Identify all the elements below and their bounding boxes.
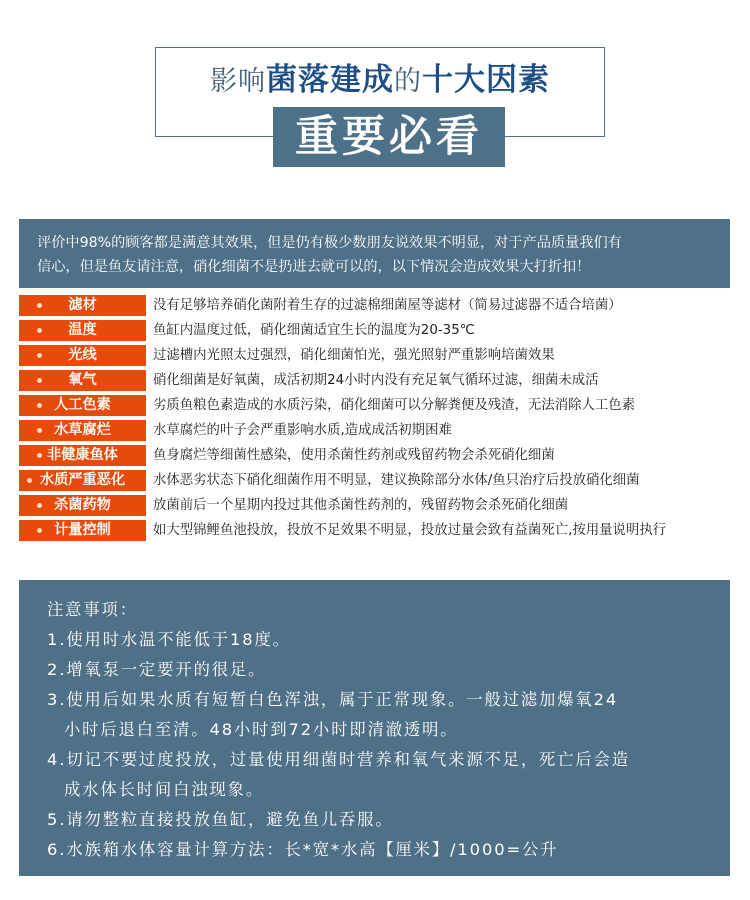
bullet-dot-icon xyxy=(37,528,42,533)
bullet-dot-icon xyxy=(37,453,42,458)
factor-row xyxy=(19,470,730,491)
factor-description: 放菌前后一个星期内投过其他杀菌性药剂的，残留药物会杀死硝化细菌 xyxy=(153,498,569,513)
bullet-dot-icon xyxy=(37,328,42,333)
title-suffix: 十大因素 xyxy=(422,62,550,98)
factor-tag xyxy=(19,445,146,466)
factor-row xyxy=(19,495,730,516)
factor-tag-label: 滤材 xyxy=(68,297,97,313)
factor-row xyxy=(19,520,730,541)
bullet-dot-icon xyxy=(37,403,42,408)
factor-row xyxy=(19,420,730,441)
factor-tag xyxy=(19,520,146,541)
factor-tag xyxy=(19,495,146,516)
factor-tag xyxy=(19,395,146,416)
note-line: 小时后退白至清。48小时到72小时即清澈透明。 xyxy=(64,720,459,739)
bullet-dot-icon xyxy=(27,478,32,483)
bullet-dot-icon xyxy=(37,303,42,308)
factor-description: 过滤槽内光照太过强烈，硝化细菌怕光，强光照射严重影响培菌效果 xyxy=(153,348,555,363)
factor-row xyxy=(19,295,730,316)
intro-line: 评价中98%的顾客都是满意其效果，但是仍有极少数朋友说效果不明显，对于产品质量我们有 xyxy=(37,235,622,251)
factor-tag-label: 氧气 xyxy=(68,372,97,388)
factor-tag-label: 水草腐烂 xyxy=(54,422,111,438)
factor-description: 鱼身腐烂等细菌性感染，使用杀菌性药剂或残留药物会杀死硝化细菌 xyxy=(153,448,555,463)
factor-tag-label: 杀菌药物 xyxy=(54,497,111,513)
factor-description: 劣质鱼粮色素造成的水质污染，硝化细菌可以分解粪便及残渣，无法消除人工色素 xyxy=(153,398,636,413)
factor-tag-label: 水质严重恶化 xyxy=(39,472,126,488)
factor-description: 如大型锦鲤鱼池投放，投放不足效果不明显，投放过量会致有益菌死亡,按用量说明执行 xyxy=(153,523,667,538)
note-line: 4.切记不要过度投放，过量使用细菌时营养和氧气来源不足，死亡后会造 xyxy=(47,750,630,769)
intro-banner xyxy=(19,219,730,288)
note-line: 6.水族箱水体容量计算方法：长*宽*水高【厘米】/1000=公升 xyxy=(47,840,559,859)
factor-tag xyxy=(19,320,146,341)
bullet-dot-icon xyxy=(37,353,42,358)
note-line: 1.使用时水温不能低于18度。 xyxy=(47,630,291,649)
bullet-dot-icon xyxy=(37,428,42,433)
notes-panel xyxy=(19,580,730,876)
factor-tag-label: 非健康鱼体 xyxy=(47,447,118,463)
factor-tag xyxy=(19,470,146,491)
note-line: 3.使用后如果水质有短暂白色浑浊，属于正常现象。一般过滤加爆氧24 xyxy=(47,690,619,709)
note-line: 2.增氧泵一定要开的很足。 xyxy=(47,660,267,679)
bullet-dot-icon xyxy=(37,378,42,383)
factor-tag-label: 人工色素 xyxy=(54,397,111,413)
title-prefix: 影响 xyxy=(210,66,266,97)
factor-tag xyxy=(19,345,146,366)
factor-description: 水草腐烂的叶子会严重影响水质,造成成活初期困难 xyxy=(153,423,452,438)
note-line: 5.请勿整粒直接投放鱼缸，避免鱼儿吞服。 xyxy=(47,810,394,829)
factor-description: 没有足够培养硝化菌附着生存的过滤棉细菌屋等滤材（简易过滤器不适合培菌） xyxy=(153,298,622,313)
factor-tag xyxy=(19,420,146,441)
factor-row xyxy=(19,445,730,466)
note-line: 成水体长时间白浊现象。 xyxy=(64,780,264,799)
notes-title: 注意事项： xyxy=(47,600,138,619)
factor-row xyxy=(19,345,730,366)
title-emphasis: 菌落建成 xyxy=(266,62,394,98)
factor-description: 硝化细菌是好氧菌，成活初期24小时内没有充足氧气循环过滤，细菌未成活 xyxy=(153,373,599,388)
factor-tag-label: 光线 xyxy=(68,347,97,363)
must-read-badge: 重要必看 xyxy=(273,107,505,167)
main-title xyxy=(156,60,604,102)
factor-description: 鱼缸内温度过低，硝化细菌适宜生长的温度为20-35℃ xyxy=(153,323,475,338)
factor-tag-label: 计量控制 xyxy=(54,522,111,538)
factor-tag xyxy=(19,370,146,391)
factor-row xyxy=(19,370,730,391)
factor-row xyxy=(19,395,730,416)
factor-tag-label: 温度 xyxy=(68,322,97,338)
intro-line: 信心，但是鱼友请注意，硝化细菌不是扔进去就可以的，以下情况会造成效果大打折扣！ xyxy=(37,259,591,275)
factor-description: 水体恶劣状态下硝化细菌作用不明显，建议换除部分水体/鱼只治疗后投放硝化细菌 xyxy=(153,473,640,488)
factor-row xyxy=(19,320,730,341)
bullet-dot-icon xyxy=(37,503,42,508)
factor-tag xyxy=(19,295,146,316)
title-middle: 的 xyxy=(394,66,422,97)
